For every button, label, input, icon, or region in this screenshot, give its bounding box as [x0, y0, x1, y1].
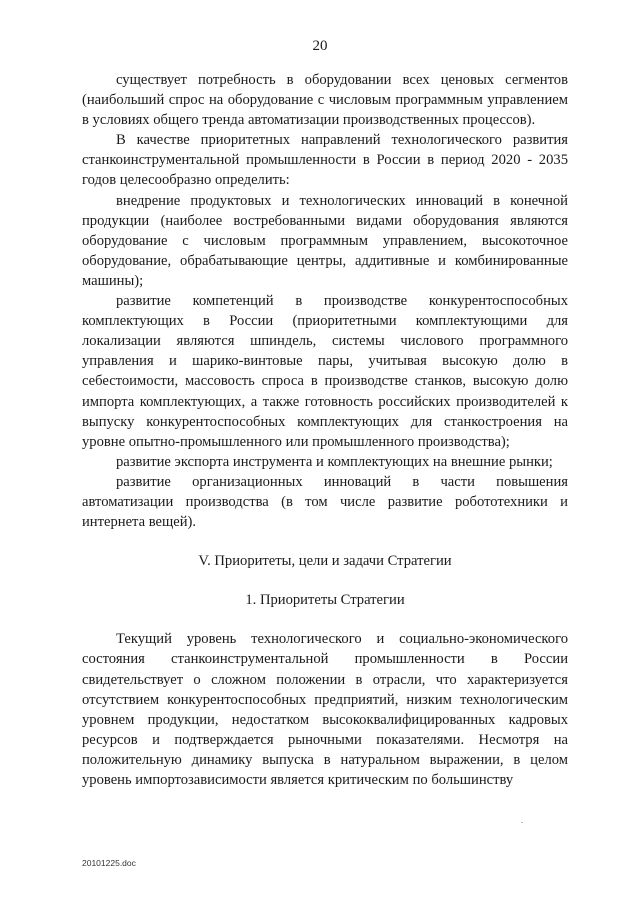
- paragraph-innovations: внедрение продуктовых и технологических инноваций в конечной продукции (наиболее востребованными видами оборудования являются оборудование с числовым программным управлением, высокоточное оборудование, обрабатывающие центры, аддитивные и комбинированные машины);: [82, 192, 568, 289]
- paragraph-export: развитие экспорта инструмента и комплектующих на внешние рынки;: [116, 453, 553, 470]
- document-body: [82, 70, 568, 790]
- paragraph-organizational: развитие организационных инноваций в части повышения автоматизации производства (в том числе развитие робототехники и интернета вещей).: [82, 473, 568, 531]
- footer-filename: 20101225.doc: [82, 858, 136, 868]
- paragraph-current-state: Текущий уровень технологического и социально-экономического состояния станкоинструментальной промышленности в России свидетельствует о сложном положении в отрасли, что характеризуется отсутствием конкурентоспособных предприятий, низким технологическим уровнем продукции, недостатком высококвалифицированных кадровых ресурсов и подтверждается рыночными показателями. Несмотря на положительную динамику выпуска в натуральном выражении, в целом уровень импортозависимости является критическим по большинству: [82, 631, 568, 788]
- scan-artifact: [521, 822, 523, 823]
- section-heading: V. Приоритеты, цели и задачи Стратегии: [198, 553, 452, 570]
- page-number: 20: [312, 38, 328, 54]
- paragraph-competencies: развитие компетенций в производстве конкурентоспособных комплектующих в России (приоритетными комплектующими для локализации являются шпиндель, системы числового программного управления и шарико-винтовые пары, учитывая высокую долю в себестоимости, массовость спроса в производстве станков, высокую долю импорта комплектующих, а также готовность российских производителей к выпуску конкурентоспособных комплектующих для станкостроения на уровне опытно-промышленного или промышленного производства);: [82, 293, 568, 450]
- paragraph-priority-directions: В качестве приоритетных направлений технологического развития станкоинструментальной промышленности в России в период 2020 - 2035 годов целесообразно определить:: [82, 132, 568, 189]
- sub-heading: 1. Приоритеты Стратегии: [245, 592, 405, 609]
- paragraph-demand: существует потребность в оборудовании всех ценовых сегментов (наибольший спрос на оборудование с числовым программным управлением в условиях общего тренда автоматизации производственных процессов).: [82, 72, 568, 129]
